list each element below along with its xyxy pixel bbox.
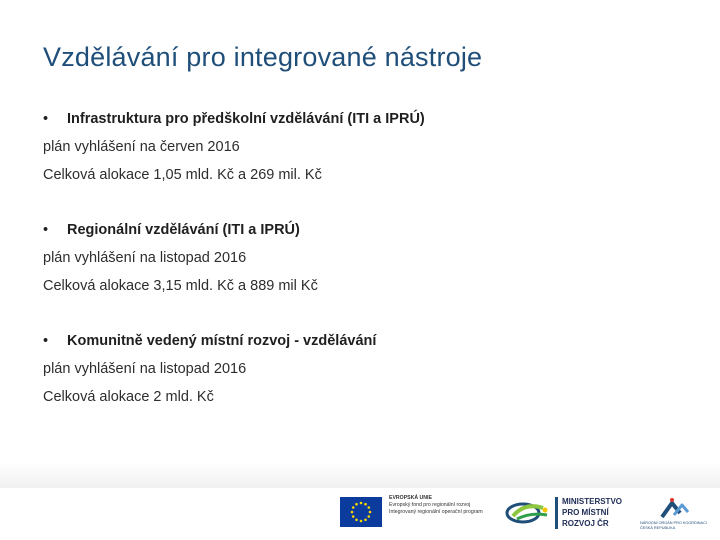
nok-logo-text (640, 521, 718, 531)
section-heading-text: Komunitně vedený místní rozvoj - vzdělávání (67, 333, 377, 349)
nok-logo-line1: NÁRODNÍ ORGÁN PRO KOORDINACI (640, 521, 707, 525)
total-allocation: Celková alokace 3,15 mld. Kč a 889 mil Kč (43, 278, 318, 294)
ministry-logo-line1: MINISTERSTVO (562, 497, 623, 506)
announcement-plan: plán vyhlášení na červen 2016 (43, 139, 240, 155)
ministry-logo-line3: ROZVOJ ČR (562, 519, 609, 528)
bullet-icon: • (43, 333, 49, 349)
section-heading-text: Infrastruktura pro předškolní vzdělávání (ITI a IPRÚ) (67, 111, 425, 127)
section-regional (43, 216, 683, 300)
program-logo-icon (505, 500, 551, 526)
eu-logo-line3: Integrovaný regionální operační program (389, 509, 483, 516)
eu-logo-line1: EVROPSKÁ UNIE (389, 495, 432, 501)
section-heading (43, 216, 683, 244)
bullet-icon: • (43, 222, 49, 238)
ministry-logo-text (562, 496, 622, 529)
ministry-logo-bar (555, 497, 558, 529)
total-allocation: Celková alokace 2 mld. Kč (43, 389, 214, 405)
slide-title: Vzdělávání pro integrované nástroje (43, 42, 483, 72)
section-heading-text: Regionální vzdělávání (ITI a IPRÚ) (67, 222, 300, 238)
section-preschool (43, 105, 683, 189)
section-heading (43, 105, 683, 133)
eu-flag-icon (340, 497, 382, 527)
section-heading (43, 327, 683, 355)
section-community (43, 327, 683, 411)
eu-logo-text (389, 495, 497, 517)
announcement-plan: plán vyhlášení na listopad 2016 (43, 361, 247, 377)
bullet-icon: • (43, 111, 49, 127)
ministry-logo-line2: PRO MÍSTNÍ (562, 508, 609, 517)
nok-logo-line2: ČESKÁ REPUBLIKA (640, 526, 676, 530)
eu-logo-line2: Evropský fond pro regionální rozvoj (389, 502, 471, 509)
footer-shade (0, 462, 720, 488)
total-allocation: Celková alokace 1,05 mld. Kč a 269 mil. Kč (43, 167, 322, 183)
announcement-plan: plán vyhlášení na listopad 2016 (43, 250, 247, 266)
